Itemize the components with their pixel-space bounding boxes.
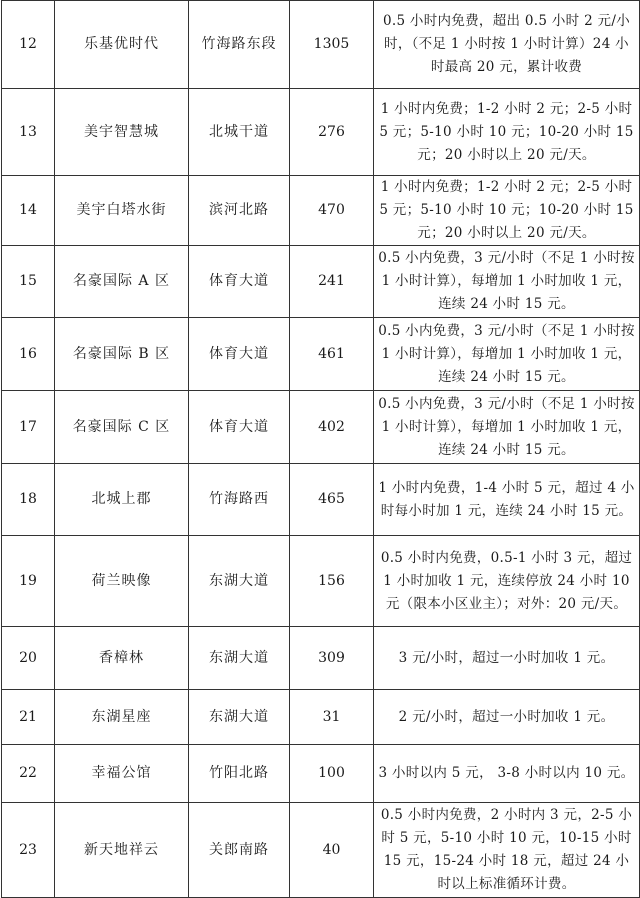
table-body	[2, 1, 640, 898]
parking-lot-name: 美宇智慧城	[55, 89, 189, 176]
table-row	[2, 318, 640, 391]
row-number: 13	[2, 89, 55, 176]
table-row	[2, 246, 640, 318]
fee-standard: 0.5 小时内免费，超出 0.5 小时 2 元/小时，（不足 1 小时按 1 小时计算）24 小时最高 20 元，累计收费	[374, 1, 640, 89]
table-row	[2, 89, 640, 176]
row-number: 14	[2, 176, 55, 246]
parking-spaces: 241	[290, 246, 374, 318]
parking-lot-name: 乐基优时代	[55, 1, 189, 89]
parking-spaces: 470	[290, 176, 374, 246]
fee-standard: 1 小时内免费；1-2 小时 2 元；2-5 小时 5 元；5-10 小时 10 元；10-20 小时 15 元；20 小时以上 20 元/天。	[374, 176, 640, 246]
road-name: 竹海路西	[189, 464, 290, 536]
road-name: 东湖大道	[189, 627, 290, 690]
parking-spaces: 100	[290, 745, 374, 803]
parking-spaces: 465	[290, 464, 374, 536]
fee-standard: 0.5 小时内免费，0.5-1 小时 3 元，超过 1 小时加收 1 元，连续停放 24 小时 10 元（限本小区业主）；对外：20 元/天。	[374, 536, 640, 627]
parking-spaces: 309	[290, 627, 374, 690]
road-name: 东湖大道	[189, 536, 290, 627]
parking-lot-name: 东湖星座	[55, 690, 189, 745]
table-row	[2, 464, 640, 536]
row-number: 23	[2, 803, 55, 898]
road-name: 体育大道	[189, 318, 290, 391]
parking-spaces: 1305	[290, 1, 374, 89]
road-name: 竹阳北路	[189, 745, 290, 803]
road-name: 北城干道	[189, 89, 290, 176]
parking-lot-name: 北城上郡	[55, 464, 189, 536]
table-row	[2, 803, 640, 898]
row-number: 17	[2, 391, 55, 464]
fee-standard: 0.5 小内免费，3 元/小时（不足 1 小时按 1 小时计算），每增加 1 小时加收 1 元，连续 24 小时 15 元。	[374, 246, 640, 318]
row-number: 21	[2, 690, 55, 745]
parking-spaces: 461	[290, 318, 374, 391]
fee-standard: 0.5 小内免费，3 元/小时（不足 1 小时按 1 小时计算），每增加 1 小时加收 1 元，连续 24 小时 15 元。	[374, 318, 640, 391]
row-number: 12	[2, 1, 55, 89]
row-number: 19	[2, 536, 55, 627]
parking-lot-name: 名豪国际 C 区	[55, 391, 189, 464]
parking-spaces: 31	[290, 690, 374, 745]
table-row	[2, 536, 640, 627]
fee-standard: 0.5 小时内免费，2 小时内 3 元，2-5 小时 5 元，5-10 小时 10 元，10-15 小时 15 元，15-24 小时 18 元，超过 24 小时以上标准循环计费。	[374, 803, 640, 898]
parking-lot-name: 幸福公馆	[55, 745, 189, 803]
parking-lot-name: 香樟林	[55, 627, 189, 690]
parking-spaces: 276	[290, 89, 374, 176]
parking-fee-table	[1, 0, 640, 898]
fee-standard: 0.5 小内免费，3 元/小时（不足 1 小时按 1 小时计算），每增加 1 小时加收 1 元，连续 24 小时 15 元。	[374, 391, 640, 464]
fee-standard: 2 元/小时，超过一小时加收 1 元。	[374, 690, 640, 745]
table-row	[2, 690, 640, 745]
fee-standard: 1 小时内免费；1-2 小时 2 元；2-5 小时 5 元；5-10 小时 10 元；10-20 小时 15 元；20 小时以上 20 元/天。	[374, 89, 640, 176]
parking-lot-name: 新天地祥云	[55, 803, 189, 898]
table-row	[2, 176, 640, 246]
row-number: 16	[2, 318, 55, 391]
fee-standard: 1 小时内免费，1-4 小时 5 元，超过 4 小时每小时加 1 元，连续 24 小时 15 元。	[374, 464, 640, 536]
table-row	[2, 1, 640, 89]
road-name: 关郎南路	[189, 803, 290, 898]
table-row	[2, 627, 640, 690]
row-number: 22	[2, 745, 55, 803]
table-row	[2, 391, 640, 464]
parking-spaces: 402	[290, 391, 374, 464]
table-row	[2, 745, 640, 803]
road-name: 体育大道	[189, 246, 290, 318]
road-name: 竹海路东段	[189, 1, 290, 89]
fee-standard: 3 小时以内 5 元， 3-8 小时以内 10 元。	[374, 745, 640, 803]
parking-lot-name: 名豪国际 B 区	[55, 318, 189, 391]
fee-standard: 3 元/小时，超过一小时加收 1 元。	[374, 627, 640, 690]
row-number: 20	[2, 627, 55, 690]
row-number: 18	[2, 464, 55, 536]
road-name: 滨河北路	[189, 176, 290, 246]
parking-spaces: 156	[290, 536, 374, 627]
road-name: 体育大道	[189, 391, 290, 464]
road-name: 东湖大道	[189, 690, 290, 745]
row-number: 15	[2, 246, 55, 318]
parking-lot-name: 美宇白塔水街	[55, 176, 189, 246]
parking-lot-name: 荷兰映像	[55, 536, 189, 627]
parking-lot-name: 名豪国际 A 区	[55, 246, 189, 318]
parking-spaces: 40	[290, 803, 374, 898]
